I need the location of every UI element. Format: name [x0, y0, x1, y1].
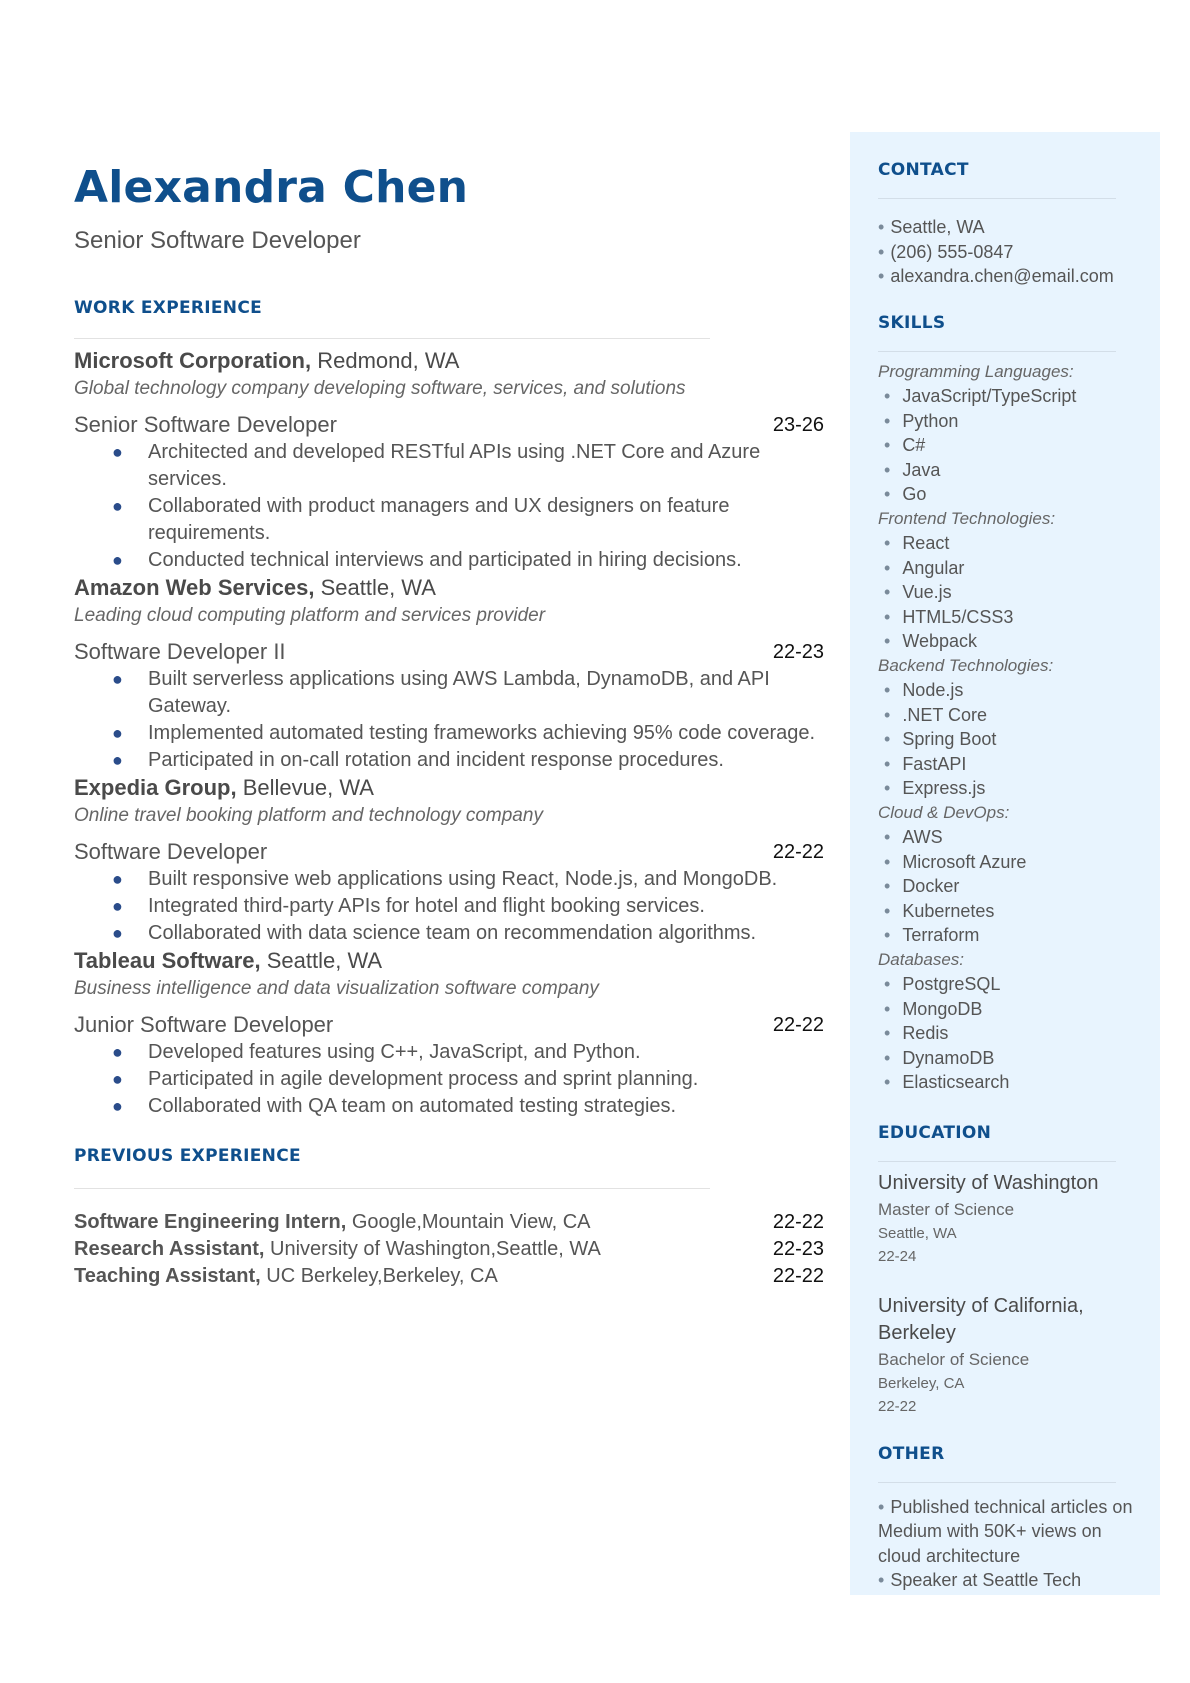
education-location: Seattle, WA: [878, 1224, 957, 1242]
skill-item: • Go: [884, 484, 927, 504]
skill-item: • Angular: [884, 557, 965, 578]
previous-item: Software Engineering Intern, Google,Mountain View, CA 22-22: [74, 1211, 824, 1233]
job-bullet: ● Integrated third-party APIs for hotel and flight booking services.: [112, 895, 705, 917]
job-description: Global technology company developing software, services, and solutions: [74, 378, 686, 399]
job-role: Junior Software Developer: [74, 1012, 334, 1037]
job-bullet: ● Collaborated with data science team on recommendation algorithms.: [112, 922, 757, 944]
other-item: • Published technical articles on Medium with 50K+ views on cloud architecture: [878, 1496, 1133, 1566]
skill-item: • Node.js: [884, 680, 964, 700]
job-company: Microsoft Corporation, Redmond, WA: [74, 348, 460, 373]
skill-item: • HTML5/CSS3: [884, 606, 1014, 627]
job-description: Business intelligence and data visualization software company: [74, 978, 599, 999]
skill-item: • Python: [884, 410, 959, 431]
job-bullet: ● Built responsive web applications using React, Node.js, and MongoDB.: [112, 868, 778, 890]
skill-item: • Express.js: [884, 778, 986, 798]
job-company: Amazon Web Services, Seattle, WA: [74, 575, 436, 600]
skill-item: • PostgreSQL: [884, 974, 1001, 994]
education-degree: Master of Science: [878, 1199, 1015, 1219]
contact-phone: • (206) 555-0847: [878, 241, 1014, 262]
skill-category: Databases:: [878, 949, 964, 969]
sidebar: [878, 160, 1133, 1593]
contact-location: • Seattle, WA: [878, 217, 985, 237]
education-degree: Bachelor of Science: [878, 1349, 1030, 1369]
skill-item: • Kubernetes: [884, 900, 995, 921]
job-date: 22-22: [772, 841, 824, 863]
job-description: Leading cloud computing platform and services provider: [74, 605, 546, 626]
skill-item: • Terraform: [884, 925, 980, 945]
skill-item: • .NET Core: [884, 704, 988, 725]
job-role-line: [74, 1011, 824, 1039]
skill-item: • Redis: [884, 1023, 949, 1043]
skill-item: • Vue.js: [884, 582, 952, 602]
skill-item: • Microsoft Azure: [884, 851, 1027, 872]
education-location: Berkeley, CA: [878, 1374, 965, 1392]
job-role: Software Developer II: [74, 639, 286, 664]
job-bullet: ● Participated in agile development process and sprint planning.: [112, 1068, 699, 1090]
skill-item: • AWS: [884, 827, 943, 847]
skill-category: Programming Languages:: [878, 361, 1074, 381]
main-column: [74, 160, 824, 1290]
skill-item: • Elasticsearch: [884, 1072, 1010, 1092]
job-bullet: ● Collaborated with product managers and UX designers on feature requirements.: [112, 495, 730, 544]
education-school: University of Washington: [878, 1171, 1099, 1194]
job-bullet: ● Built serverless applications using AWS Lambda, DynamoDB, and API Gateway.: [112, 668, 770, 717]
job-entry: [74, 574, 824, 774]
work-experience-heading: WORK EXPERIENCE: [74, 298, 263, 318]
candidate-name: Alexandra Chen: [74, 162, 469, 213]
skills-heading: SKILLS: [878, 312, 946, 333]
job-entry: [74, 774, 824, 947]
job-role: Software Developer: [74, 839, 268, 864]
job-description: Online travel booking platform and technology company: [74, 805, 543, 826]
skill-item: • C#: [884, 435, 926, 455]
skill-item: • JavaScript/TypeScript: [884, 386, 1077, 406]
job-date: 22-23: [772, 641, 824, 663]
education-heading: EDUCATION: [878, 1122, 992, 1143]
job-role: Senior Software Developer: [74, 412, 337, 437]
contact-heading: CONTACT: [878, 160, 969, 180]
job-bullet: ● Participated in on-call rotation and incident response procedures.: [112, 749, 724, 771]
skill-item: • Webpack: [884, 631, 978, 651]
job-entry: [74, 947, 824, 1120]
job-role-line: [74, 638, 824, 666]
job-bullet: ● Developed features using C++, JavaScript, and Python.: [112, 1041, 641, 1063]
job-role-line: [74, 411, 824, 439]
job-date: 23-26: [772, 414, 824, 436]
job-bullet: ● Conducted technical interviews and participated in hiring decisions.: [112, 549, 742, 571]
previous-experience-heading: PREVIOUS EXPERIENCE: [74, 1146, 301, 1166]
job-bullet: ● Implemented automated testing frameworks achieving 95% code coverage.: [112, 722, 816, 744]
other-heading: OTHER: [878, 1443, 945, 1464]
education-school: University of California, Berkeley: [878, 1294, 1084, 1344]
skill-category: Frontend Technologies:: [878, 508, 1056, 528]
job-role-line: [74, 838, 824, 866]
skill-item: • FastAPI: [884, 753, 967, 774]
skill-item: • Docker: [884, 876, 960, 896]
skill-item: • Java: [884, 459, 941, 480]
candidate-title: Senior Software Developer: [74, 227, 361, 254]
skill-item: • Spring Boot: [884, 729, 997, 749]
other-item: • Speaker at Seattle Tech: [878, 1570, 1082, 1590]
job-bullet: ● Collaborated with QA team on automated testing strategies.: [112, 1095, 677, 1117]
job-bullet: ● Architected and developed RESTful APIs using .NET Core and Azure services.: [112, 441, 761, 490]
previous-item: Research Assistant, University of Washington,Seattle, WA 22-23: [74, 1238, 824, 1260]
previous-item: Teaching Assistant, UC Berkeley,Berkeley, CA 22-22: [74, 1265, 824, 1287]
job-date: 22-22: [772, 1014, 824, 1036]
skill-item: • React: [884, 533, 950, 553]
job-company: Expedia Group, Bellevue, WA: [74, 775, 374, 800]
skill-item: • DynamoDB: [884, 1047, 995, 1068]
skill-item: • MongoDB: [884, 998, 983, 1019]
job-entry: [74, 347, 824, 574]
contact-email[interactable]: • alexandra.chen@email.com: [878, 266, 1114, 286]
skill-category: Backend Technologies:: [878, 655, 1054, 675]
job-company: Tableau Software, Seattle, WA: [74, 948, 383, 973]
education-date: 22-22: [878, 1397, 917, 1415]
skill-category: Cloud & DevOps:: [878, 802, 1010, 822]
education-date: 22-24: [878, 1247, 917, 1265]
